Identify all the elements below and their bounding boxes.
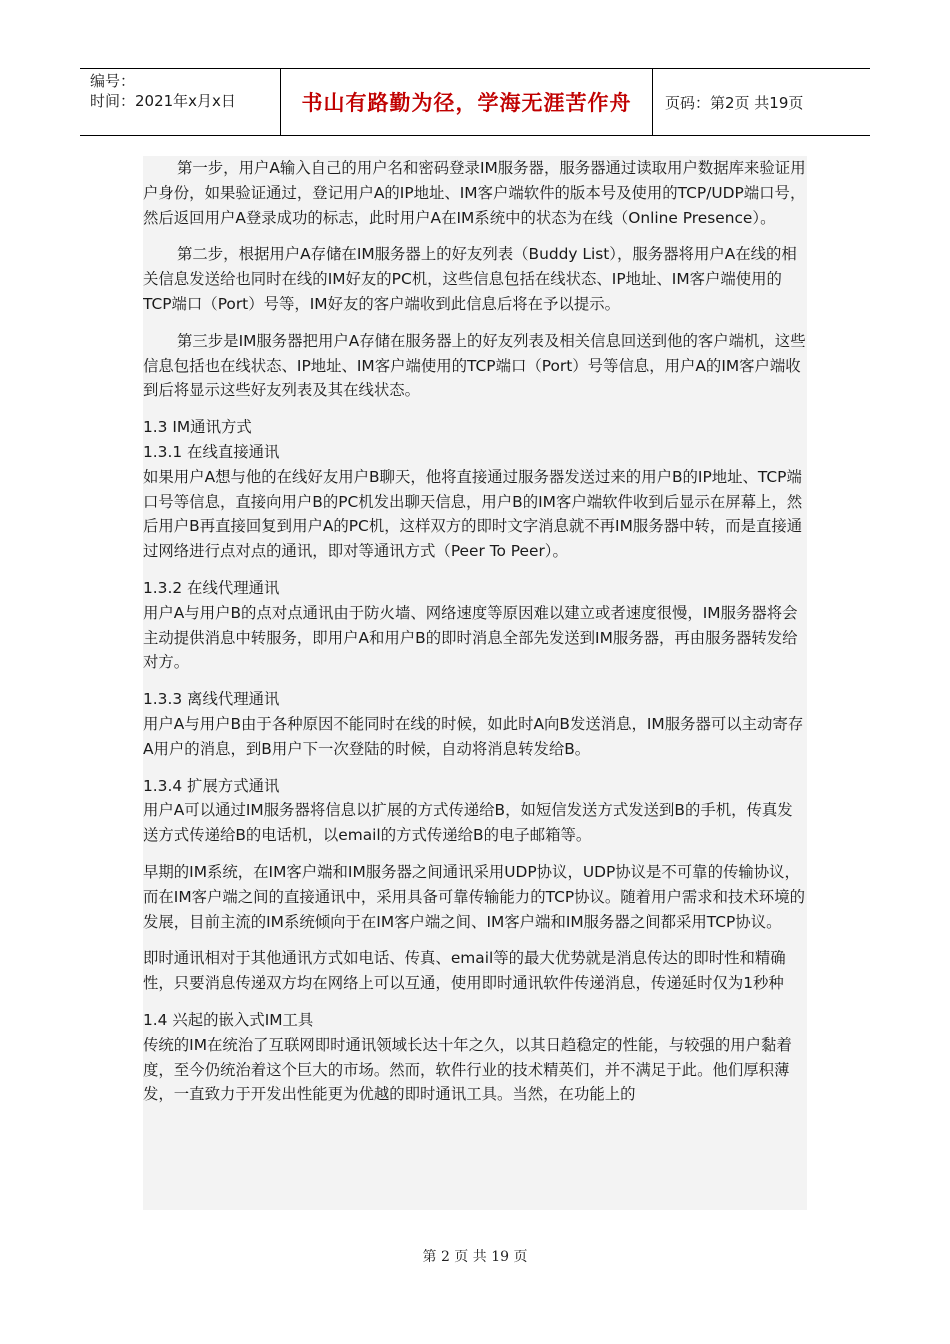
- section-heading-1-3-3: 1.3.3 离线代理通讯: [143, 690, 280, 709]
- header-page-cell: [653, 69, 870, 135]
- paragraph-step-1: 第一步，用户A输入自己的用户名和密码登录IM服务器，服务器通过读取用户数据库来验证用户身份，如果验证通过，登记用户A的IP地址、IM客户端软件的版本号及使用的TCP/UDP端口号，然后返回用户A登录成功的标志，此时用户A在IM系统中的状态为在线（Online Presence）。: [143, 159, 806, 227]
- document-date-label: 时间：2021年x月x日: [90, 92, 236, 110]
- section-heading-1-4: 1.4 兴起的嵌入式IM工具: [143, 1010, 314, 1029]
- paragraph-step-3: 第三步是IM服务器把用户A存储在服务器上的好友列表及相关信息回送到他的客户端机，这些信息包括也在线状态、IP地址、IM客户端使用的TCP端口（Port）号等信息，用户A的IM客户端收到后将显示这些好友列表及其在线状态。: [143, 331, 806, 400]
- page-footer: 第 2 页 共 19 页: [422, 1249, 528, 1265]
- paragraph-1-3-3: 用户A与用户B由于各种原因不能同时在线的时候，如此时A向B发送消息，IM服务器可以主动寄存A用户的消息，到B用户下一次登陆的时候，自动将消息转发给B。: [143, 714, 804, 758]
- section-heading-1-3-2: 1.3.2 在线代理通讯: [143, 578, 280, 597]
- paragraph-1-4: 传统的IM在统治了互联网即时通讯领域长达十年之久，以其日趋稳定的性能，与较强的用户黏着度，至今仍统治着这个巨大的市场。然而，软件行业的技术精英们，并不满足于此。他们厚积薄发，一直致力于开发出性能更为优越的即时通讯工具。当然，在功能上的: [143, 1035, 792, 1104]
- section-heading-1-3-1: 1.3.1 在线直接通讯: [143, 442, 280, 461]
- paragraph-1-3-4: 用户A可以通过IM服务器将信息以扩展的方式传递给B，如短信发送方式发送到B的手机，传真发送方式传递给B的电话机，以email的方式传递给B的电子邮箱等。: [143, 801, 793, 845]
- paragraph-protocols: 早期的IM系统，在IM客户端和IM服务器之间通讯采用UDP协议，UDP协议是不可靠的传输协议，而在IM客户端之间的直接通讯中，采用具备可靠传输能力的TCP协议。随着用户需求和技术环境的发展，目前主流的IM系统倾向于在IM客户端之间、IM客户端和IM服务器之间都采用TCP协议。: [143, 862, 805, 931]
- header-page-number: 页码：第2页 共19页: [665, 93, 804, 112]
- header-motto-cell: [281, 69, 653, 135]
- document-body: [143, 156, 807, 1210]
- paragraph-1-3-1: 如果用户A想与他的在线好友用户B聊天，他将直接通过服务器发送过来的用户B的IP地址、TCP端口号等信息，直接向用户B的PC机发出聊天信息，用户B的IM客户端软件收到后显示在屏幕上，然后用户B再直接回复到用户A的PC机，这样双方的即时文字消息就不再IM服务器中转，而是直接通过网络进行点对点的通讯，即对等通讯方式（Peer To Peer）。: [143, 467, 803, 561]
- paragraph-step-2: 第二步，根据用户A存储在IM服务器上的好友列表（Buddy List），服务器将用户A在线的相关信息发送给也同时在线的IM好友的PC机，这些信息包括在线状态、IP地址、IM客户端使用的TCP端口（Port）号等，IM好友的客户端收到此信息后将在予以提示。: [143, 245, 797, 313]
- section-heading-1-3-4: 1.3.4 扩展方式通讯: [143, 776, 280, 795]
- header-meta-cell: [80, 69, 281, 135]
- header-motto: 书山有路勤为径，学海无涯苦作舟: [301, 91, 632, 115]
- document-number-label: 编号：: [90, 72, 136, 90]
- paragraph-1-3-2: 用户A与用户B的点对点通讯由于防火墙、网络速度等原因难以建立或者速度很慢，IM服务器将会主动提供消息中转服务，即用户A和用户B的即时消息全部先发送到IM服务器，再由服务器转发给对方。: [143, 603, 798, 672]
- paragraph-advantages: 即时通讯相对于其他通讯方式如电话、传真、email等的最大优势就是消息传达的即时性和精确性，只要消息传递双方均在网络上可以互通，使用即时通讯软件传递消息，传递延时仅为1秒种: [143, 949, 786, 993]
- section-heading-1-3: 1.3 IM通讯方式: [143, 418, 252, 437]
- page-header: [80, 68, 870, 136]
